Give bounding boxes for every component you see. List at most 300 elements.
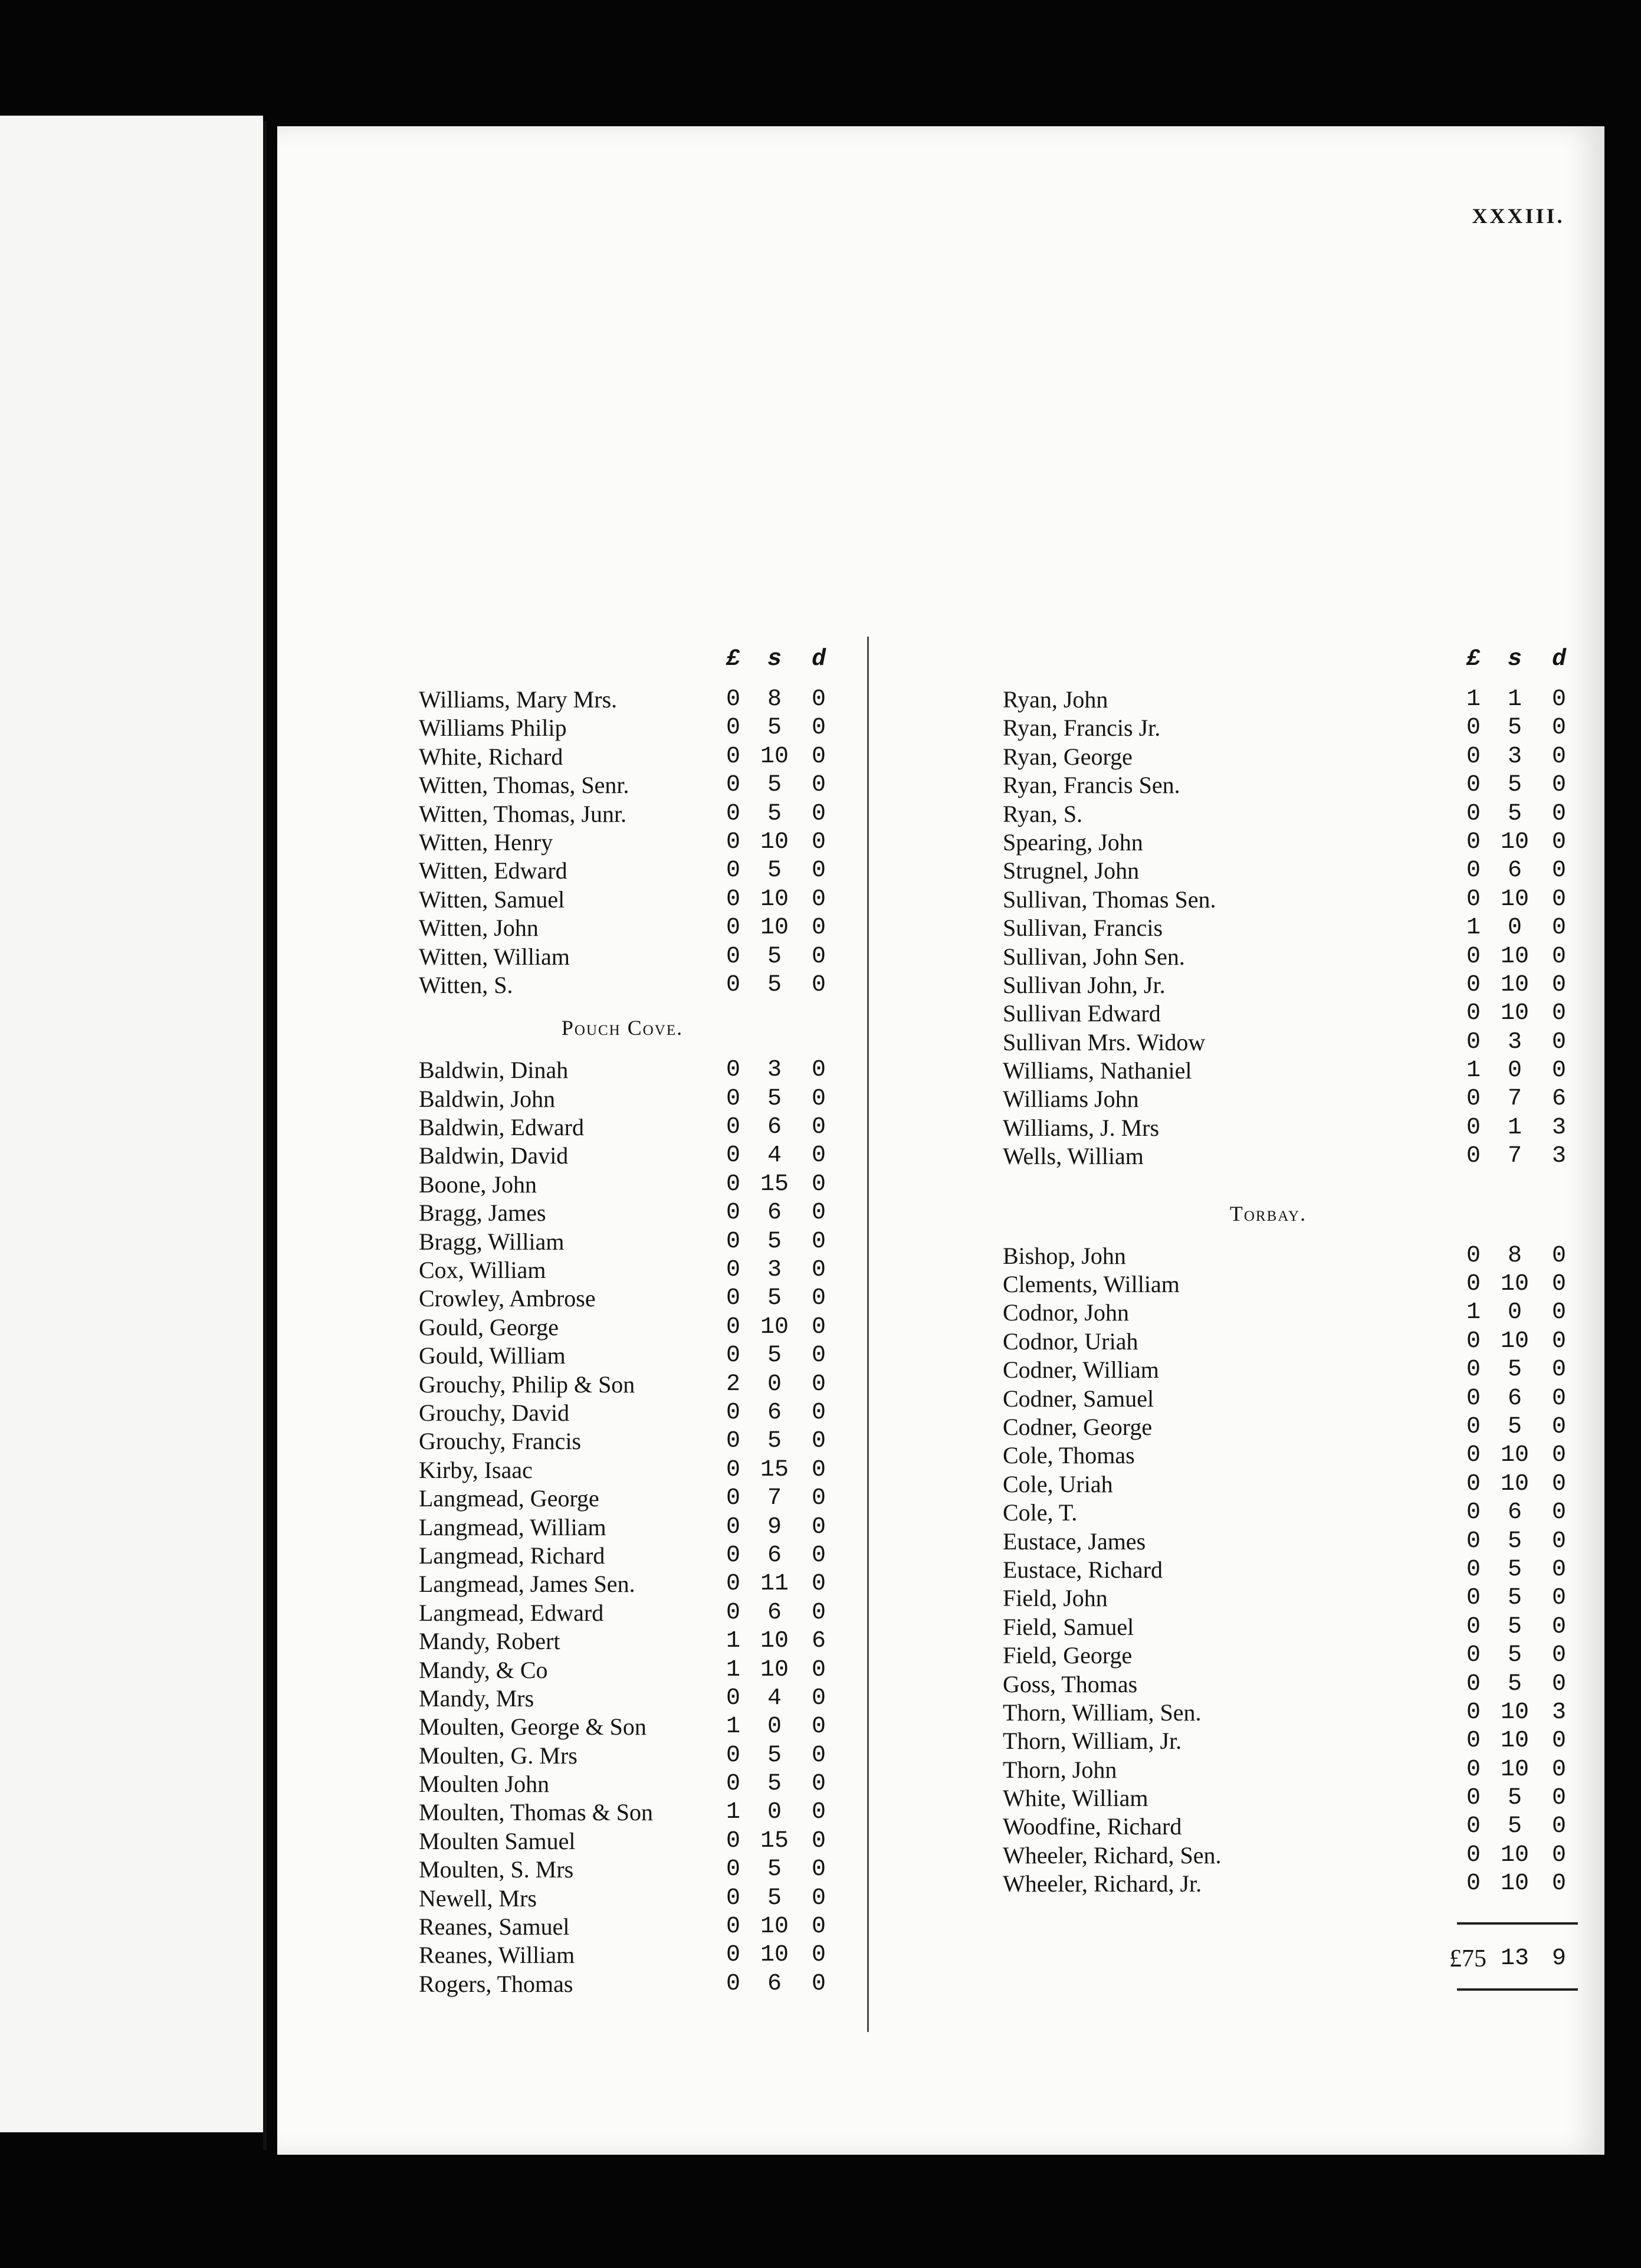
amount-pence: 0 — [811, 1827, 826, 1854]
subscriber-name: Codner, William — [1003, 1356, 1159, 1384]
total-shillings: 13 — [1500, 1945, 1529, 1972]
amount-pence: 0 — [1551, 743, 1566, 770]
amount-pounds: 0 — [726, 1257, 740, 1284]
subscriber-name: Reanes, Samuel — [419, 1913, 570, 1941]
right-column — [1003, 645, 1593, 2005]
amount-pence: 0 — [811, 828, 826, 856]
amount-pounds: 0 — [1466, 1470, 1481, 1497]
amount-pence: 0 — [1551, 1813, 1566, 1840]
subscriber-row — [1003, 1756, 1593, 1784]
amount-pounds: 0 — [726, 1485, 740, 1512]
amount-pounds: 0 — [726, 1057, 740, 1084]
subscriber-name: Newell, Mrs — [419, 1884, 537, 1912]
amount-shillings: 10 — [1500, 1442, 1529, 1469]
subscriber-name: Witten, William — [419, 943, 570, 970]
total-pence: 9 — [1551, 1945, 1566, 1972]
header-pence: d — [1551, 646, 1566, 673]
amount-pence: 0 — [811, 1684, 826, 1712]
subscriber-name: Field, Samuel — [1003, 1613, 1134, 1640]
amount-pence: 0 — [811, 1742, 826, 1769]
subscriber-name: Woodfine, Richard — [1003, 1813, 1182, 1840]
subscriber-name: Bragg, William — [419, 1228, 564, 1255]
amount-shillings: 1 — [1507, 1114, 1522, 1141]
amount-pounds: 0 — [1466, 1028, 1481, 1056]
subscriber-name: Sullivan, Thomas Sen. — [1003, 886, 1216, 913]
total-rule-bottom — [1457, 1988, 1578, 1991]
amount-pounds: 0 — [1466, 800, 1481, 827]
amount-shillings: 5 — [1507, 1356, 1522, 1384]
amount-pence: 0 — [811, 1856, 826, 1883]
amount-pounds: 2 — [726, 1371, 740, 1398]
subscriber-name: Williams, J. Mrs — [1003, 1114, 1160, 1141]
amount-pounds: 0 — [726, 1114, 740, 1141]
subscriber-name: Field, George — [1003, 1642, 1133, 1669]
amount-pounds: 0 — [726, 1742, 740, 1769]
section-title-torbay: Torbay. — [1229, 1201, 1307, 1225]
subscriber-name: Williams, Mary Mrs. — [419, 686, 618, 713]
amount-pence: 0 — [811, 1199, 826, 1227]
amount-pounds: 0 — [1466, 1114, 1481, 1141]
amount-shillings: 3 — [1507, 1028, 1522, 1056]
subscriber-name: Witten, Thomas, Junr. — [419, 800, 627, 827]
amount-pence: 0 — [811, 1513, 826, 1541]
amount-pence: 0 — [811, 886, 826, 913]
amount-pence: 0 — [1551, 1000, 1566, 1027]
amount-pence: 0 — [1551, 1556, 1566, 1583]
amount-pounds: 0 — [1466, 1813, 1481, 1840]
amount-pence: 0 — [1551, 1057, 1566, 1084]
amount-pounds: 0 — [1466, 828, 1481, 856]
amount-shillings: 10 — [760, 1942, 789, 1969]
amount-shillings: 10 — [1500, 1841, 1529, 1869]
subscriber-name: Williams Philip — [419, 715, 567, 742]
subscriber-name: Codnor, John — [1003, 1299, 1129, 1326]
amount-pence: 0 — [811, 915, 826, 942]
subscriber-name: Sullivan, John Sen. — [1003, 943, 1185, 970]
amount-pounds: 0 — [726, 1856, 740, 1883]
amount-pounds: 0 — [726, 1428, 740, 1455]
amount-shillings: 5 — [1507, 1585, 1522, 1612]
subscriber-row — [1003, 828, 1593, 857]
amount-shillings: 10 — [1500, 1870, 1529, 1897]
amount-pounds: 0 — [1466, 886, 1481, 913]
subscriber-name: Strugnel, John — [1003, 857, 1140, 884]
amount-shillings: 10 — [1500, 943, 1529, 970]
amount-shillings: 0 — [767, 1799, 782, 1826]
amount-pounds: 0 — [726, 1970, 740, 1997]
amount-pounds: 0 — [726, 886, 740, 913]
subscriber-name: Sullivan John, Jr. — [1003, 971, 1166, 998]
subscriber-name: Ryan, S. — [1003, 800, 1083, 827]
subscriber-row — [1003, 1385, 1593, 1413]
subscriber-name: Moulten Samuel — [419, 1827, 576, 1854]
amount-shillings: 10 — [1500, 1271, 1529, 1298]
subscriber-row — [1003, 1528, 1593, 1556]
subscriber-name: Wheeler, Richard, Jr. — [1003, 1870, 1202, 1897]
amount-pence: 0 — [811, 1456, 826, 1483]
amount-shillings: 5 — [1507, 1785, 1522, 1812]
amount-pounds: 0 — [726, 1827, 740, 1854]
amount-pounds: 0 — [1466, 1613, 1481, 1640]
amount-pence: 0 — [811, 1884, 826, 1912]
subscriber-name: Moulten, S. Mrs — [419, 1856, 574, 1883]
amount-pence: 0 — [811, 1285, 826, 1312]
amount-pence: 0 — [1551, 1413, 1566, 1440]
amount-pence: 0 — [1551, 1785, 1566, 1812]
subscriber-row — [1003, 943, 1593, 971]
amount-shillings: 5 — [767, 1085, 782, 1112]
amount-shillings: 7 — [1507, 1086, 1522, 1113]
amount-pounds: 0 — [1466, 1086, 1481, 1113]
subscriber-row — [1003, 1114, 1593, 1142]
amount-shillings: 7 — [767, 1485, 782, 1512]
amount-pence: 0 — [811, 1114, 826, 1141]
subscriber-name: Grouchy, Francis — [419, 1428, 582, 1455]
amount-shillings: 5 — [1507, 1642, 1522, 1669]
amount-pence: 3 — [1551, 1143, 1566, 1170]
subscriber-name: Cole, Uriah — [1003, 1470, 1113, 1497]
amount-pounds: 0 — [1466, 1728, 1481, 1755]
amount-pounds: 0 — [726, 1771, 740, 1798]
amount-pounds: 0 — [1466, 1670, 1481, 1697]
amount-shillings: 10 — [1500, 1328, 1529, 1355]
amount-shillings: 15 — [760, 1456, 789, 1483]
amount-pounds: 0 — [726, 1599, 740, 1626]
subscriber-name: Rogers, Thomas — [419, 1970, 573, 1997]
subscriber-row — [1003, 914, 1593, 942]
amount-shillings: 5 — [767, 1428, 782, 1455]
amount-shillings: 10 — [1500, 1728, 1529, 1755]
amount-pounds: 0 — [726, 1285, 740, 1312]
subscriber-name: Field, John — [1003, 1585, 1108, 1612]
subscriber-name: Moulten, Thomas & Son — [419, 1799, 654, 1826]
subscriber-name: White, Richard — [419, 743, 563, 770]
subscriber-name: Thorn, John — [1003, 1756, 1117, 1783]
subscriber-name: Langmead, Richard — [419, 1542, 605, 1569]
amount-pounds: 0 — [726, 1171, 740, 1198]
amount-shillings: 5 — [767, 772, 782, 799]
amount-pence: 0 — [1551, 1356, 1566, 1384]
amount-pence: 0 — [1551, 1242, 1566, 1269]
subscriber-name: Witten, John — [419, 915, 539, 942]
subscriber-name: Witten, Henry — [419, 828, 553, 856]
amount-shillings: 6 — [767, 1399, 782, 1426]
amount-pence: 0 — [1551, 686, 1566, 713]
subscriber-name: Clements, William — [1003, 1271, 1180, 1298]
subscriber-name: Boone, John — [419, 1171, 537, 1198]
amount-pounds: 0 — [726, 800, 740, 827]
amount-shillings: 5 — [1507, 715, 1522, 742]
amount-pounds: 0 — [1466, 1413, 1481, 1440]
total-rule-top — [1457, 1922, 1578, 1925]
amount-pounds: 0 — [726, 686, 740, 713]
amount-shillings: 5 — [767, 1742, 782, 1769]
subscriber-row — [1003, 1470, 1593, 1499]
amount-shillings: 10 — [760, 1628, 789, 1655]
amount-shillings: 6 — [767, 1114, 782, 1141]
amount-pounds: 0 — [726, 1199, 740, 1227]
subscriber-name: Thorn, William, Jr. — [1003, 1728, 1182, 1755]
amount-pence: 0 — [1551, 857, 1566, 884]
amount-shillings: 0 — [1507, 1299, 1522, 1326]
subscriber-name: Wells, William — [1003, 1143, 1144, 1170]
amount-shillings: 6 — [1507, 1499, 1522, 1526]
previous-page-edge — [0, 116, 263, 2132]
subscriber-name: Mandy, Robert — [419, 1628, 560, 1655]
amount-shillings: 1 — [1507, 686, 1522, 713]
subscriber-row — [1003, 743, 1593, 771]
amount-pounds: 0 — [726, 828, 740, 856]
amount-pounds: 0 — [1466, 1000, 1481, 1027]
amount-shillings: 11 — [760, 1571, 789, 1598]
amount-pence: 0 — [811, 1342, 826, 1369]
amount-pence: 0 — [811, 1485, 826, 1512]
subscriber-row — [1003, 1870, 1593, 1898]
header-shillings: s — [767, 646, 782, 673]
subscriber-name: Sullivan Mrs. Widow — [1003, 1028, 1206, 1056]
amount-pence: 6 — [811, 1628, 826, 1655]
document-page — [277, 126, 1604, 2155]
subscriber-row — [1003, 1142, 1593, 1171]
amount-pounds: 0 — [726, 743, 740, 770]
right-column-header — [1003, 645, 1593, 674]
amount-pence: 0 — [811, 1399, 826, 1426]
amount-pence: 0 — [1551, 772, 1566, 799]
subscriber-row — [1003, 1057, 1593, 1085]
amount-pence: 0 — [811, 715, 826, 742]
amount-pounds: 0 — [1466, 1642, 1481, 1669]
amount-shillings: 10 — [1500, 1470, 1529, 1497]
amount-pence: 6 — [1551, 1086, 1566, 1113]
subscriber-row — [1003, 999, 1593, 1028]
amount-pence: 0 — [811, 1771, 826, 1798]
amount-pounds: 0 — [726, 1085, 740, 1112]
subscriber-name: Witten, Thomas, Senr. — [419, 772, 629, 799]
amount-shillings: 10 — [760, 1656, 789, 1683]
amount-shillings: 5 — [1507, 1413, 1522, 1440]
amount-pounds: 0 — [1466, 772, 1481, 799]
amount-pence: 0 — [1551, 1528, 1566, 1555]
subscriber-name: Codner, George — [1003, 1413, 1153, 1440]
subscriber-name: Reanes, William — [419, 1942, 575, 1969]
subscriber-name: Codner, Samuel — [1003, 1385, 1154, 1412]
subscriber-row — [1003, 1028, 1593, 1057]
amount-pounds: 0 — [726, 1942, 740, 1969]
amount-pounds: 0 — [1466, 971, 1481, 998]
amount-shillings: 10 — [760, 886, 789, 913]
amount-shillings: 5 — [1507, 1528, 1522, 1555]
total-row — [1003, 1942, 1593, 1975]
subscriber-name: Baldwin, Edward — [419, 1114, 584, 1141]
amount-pounds: 0 — [726, 1342, 740, 1369]
amount-shillings: 10 — [760, 743, 789, 770]
amount-shillings: 6 — [767, 1542, 782, 1569]
amount-pounds: 0 — [726, 1456, 740, 1483]
amount-pounds: 0 — [1466, 1699, 1481, 1726]
header-pence: d — [811, 646, 826, 673]
amount-pounds: 0 — [1466, 1785, 1481, 1812]
amount-pounds: 0 — [1466, 1328, 1481, 1355]
subscriber-name: Bishop, John — [1003, 1242, 1126, 1269]
amount-pence: 0 — [1551, 1613, 1566, 1640]
amount-pounds: 0 — [726, 1913, 740, 1941]
right-first-block — [1003, 686, 1593, 1171]
amount-shillings: 0 — [1507, 915, 1522, 942]
subscriber-name: Baldwin, David — [419, 1142, 569, 1169]
amount-pence: 0 — [1551, 1670, 1566, 1697]
subscriber-name: Witten, S. — [419, 971, 513, 998]
amount-pence: 0 — [811, 1257, 826, 1284]
subscriber-name: Thorn, William, Sen. — [1003, 1699, 1202, 1726]
amount-pounds: 0 — [1466, 1870, 1481, 1897]
amount-pence: 0 — [811, 1656, 826, 1683]
subscriber-name: Witten, Edward — [419, 857, 567, 884]
amount-pence: 0 — [811, 686, 826, 713]
amount-pounds: 0 — [726, 943, 740, 970]
subscriber-name: Langmead, James Sen. — [419, 1571, 635, 1598]
amount-shillings: 10 — [760, 1313, 789, 1341]
total-pounds: £75 — [1449, 1945, 1486, 1972]
subscriber-name: Mandy, & Co — [419, 1656, 548, 1683]
amount-shillings: 10 — [760, 828, 789, 856]
amount-shillings: 5 — [767, 1228, 782, 1255]
amount-shillings: 6 — [767, 1599, 782, 1626]
amount-shillings: 5 — [767, 1856, 782, 1883]
amount-pounds: 0 — [1466, 715, 1481, 742]
subscriber-row — [1003, 1784, 1593, 1813]
amount-pounds: 1 — [1466, 1057, 1481, 1084]
subscriber-name: Eustace, James — [1003, 1528, 1146, 1555]
amount-pounds: 0 — [1466, 1528, 1481, 1555]
subscriber-name: Baldwin, John — [419, 1085, 556, 1112]
amount-pounds: 1 — [1466, 915, 1481, 942]
subscriber-name: Ryan, George — [1003, 743, 1133, 770]
amount-pounds: 0 — [726, 1313, 740, 1341]
amount-pence: 0 — [811, 1913, 826, 1941]
amount-pounds: 1 — [726, 1656, 740, 1683]
subscriber-row — [1003, 1328, 1593, 1356]
amount-pounds: 0 — [1466, 1756, 1481, 1783]
amount-pence: 0 — [811, 1599, 826, 1626]
amount-shillings: 5 — [767, 857, 782, 884]
amount-shillings: 3 — [1507, 743, 1522, 770]
subscriber-name: Sullivan, Francis — [1003, 915, 1163, 942]
amount-pence: 0 — [1551, 915, 1566, 942]
amount-pence: 0 — [811, 1057, 826, 1084]
amount-pence: 0 — [1551, 1385, 1566, 1412]
subscriber-name: Sullivan Edward — [1003, 1000, 1161, 1027]
amount-shillings: 4 — [767, 1142, 782, 1169]
amount-pounds: 0 — [726, 857, 740, 884]
amount-pence: 0 — [1551, 1442, 1566, 1469]
amount-shillings: 0 — [767, 1713, 782, 1741]
header-pounds: £ — [726, 646, 740, 673]
amount-pounds: 0 — [1466, 943, 1481, 970]
amount-pence: 0 — [811, 1171, 826, 1198]
subscriber-row — [1003, 857, 1593, 885]
amount-pence: 0 — [1551, 886, 1566, 913]
subscriber-row — [1003, 1613, 1593, 1641]
amount-pence: 0 — [811, 1713, 826, 1741]
amount-pence: 0 — [811, 1942, 826, 1969]
amount-shillings: 5 — [1507, 772, 1522, 799]
amount-pence: 0 — [1551, 1642, 1566, 1669]
amount-shillings: 5 — [1507, 1613, 1522, 1640]
amount-shillings: 6 — [1507, 857, 1522, 884]
amount-pounds: 0 — [1466, 1385, 1481, 1412]
subscriber-name: Ryan, Francis Sen. — [1003, 772, 1180, 799]
amount-pence: 0 — [811, 772, 826, 799]
subscriber-name: Cox, William — [419, 1257, 546, 1284]
amount-pence: 0 — [1551, 1728, 1566, 1755]
amount-pounds: 0 — [726, 1228, 740, 1255]
amount-pounds: 1 — [726, 1628, 740, 1655]
subscriber-row — [1003, 1556, 1593, 1584]
amount-pence: 0 — [811, 1542, 826, 1569]
amount-pounds: 1 — [726, 1713, 740, 1741]
amount-shillings: 15 — [760, 1827, 789, 1854]
binding-edge — [263, 121, 267, 2151]
subscriber-row — [1003, 1584, 1593, 1612]
subscriber-name: Moulten, George & Son — [419, 1713, 646, 1741]
subscriber-row — [1003, 800, 1593, 828]
amount-pence: 0 — [811, 1428, 826, 1455]
amount-pence: 0 — [1551, 1470, 1566, 1497]
amount-pence: 0 — [1551, 1328, 1566, 1355]
amount-pounds: 0 — [1466, 1841, 1481, 1869]
amount-pence: 0 — [1551, 943, 1566, 970]
subscriber-row — [1003, 1413, 1593, 1441]
subscriber-row — [1003, 1085, 1593, 1113]
subscriber-name: Grouchy, David — [419, 1399, 570, 1426]
amount-pence: 0 — [1551, 1499, 1566, 1526]
subscriber-name: White, William — [1003, 1785, 1148, 1812]
subscriber-row — [1003, 1441, 1593, 1470]
amount-pence: 0 — [811, 1571, 826, 1598]
subscriber-name: Mandy, Mrs — [419, 1684, 534, 1712]
amount-shillings: 6 — [1507, 1385, 1522, 1412]
amount-pounds: 0 — [726, 915, 740, 942]
amount-pounds: 0 — [726, 1142, 740, 1169]
subscriber-row — [1003, 1699, 1593, 1727]
amount-pounds: 1 — [1466, 686, 1481, 713]
amount-pence: 0 — [1551, 971, 1566, 998]
amount-pounds: 0 — [1466, 1442, 1481, 1469]
subscriber-name: Cole, T. — [1003, 1499, 1078, 1526]
amount-pounds: 0 — [1466, 1356, 1481, 1384]
subscriber-name: Codnor, Uriah — [1003, 1328, 1138, 1355]
amount-shillings: 8 — [767, 686, 782, 713]
amount-shillings: 5 — [767, 715, 782, 742]
amount-pounds: 0 — [726, 1884, 740, 1912]
amount-pounds: 0 — [726, 772, 740, 799]
amount-shillings: 10 — [1500, 1000, 1529, 1027]
amount-pence: 0 — [1551, 1585, 1566, 1612]
subscriber-row — [1003, 1670, 1593, 1699]
amount-pounds: 0 — [726, 715, 740, 742]
subscriber-name: Moulten, G. Mrs — [419, 1742, 577, 1769]
amount-shillings: 5 — [767, 1884, 782, 1912]
subscriber-name: Ryan, John — [1003, 686, 1108, 713]
amount-pence: 0 — [1551, 1271, 1566, 1298]
amount-pence: 0 — [811, 1085, 826, 1112]
amount-pence: 0 — [1551, 715, 1566, 742]
amount-shillings: 5 — [767, 943, 782, 970]
amount-shillings: 5 — [767, 1342, 782, 1369]
subscriber-name: Ryan, Francis Jr. — [1003, 715, 1161, 742]
subscriber-name: Williams, Nathaniel — [1003, 1057, 1192, 1084]
amount-shillings: 10 — [1500, 886, 1529, 913]
